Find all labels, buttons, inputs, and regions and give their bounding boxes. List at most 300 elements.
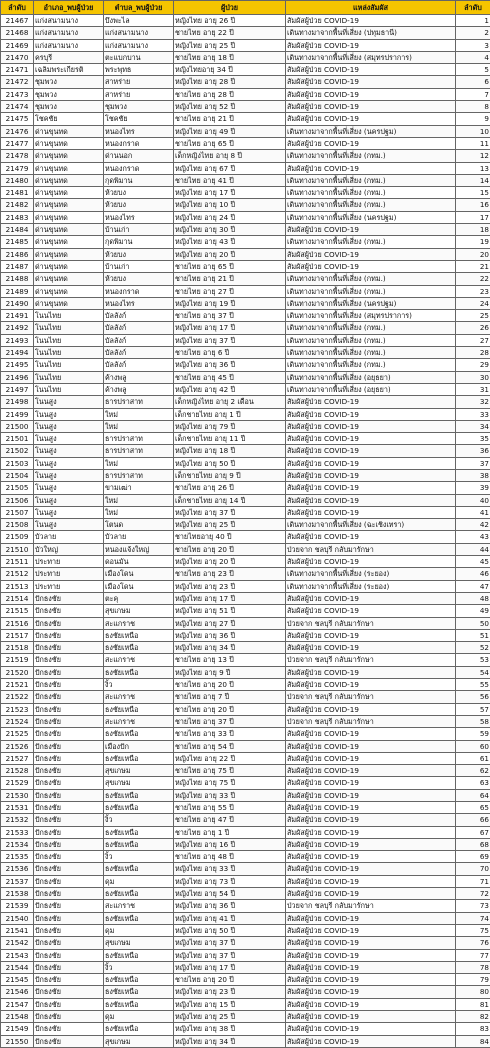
cell-district: ปักธงชัย — [34, 888, 104, 900]
table-row — [1, 137, 490, 149]
cell-district: แก่งสนามนาง — [34, 27, 104, 39]
cell-patient: หญิงไทย อายุ 79 ปี — [174, 420, 286, 432]
cell-exposure-source: สัมผัสผู้ป่วย COVID-19 — [286, 974, 456, 986]
cell-order: 69 — [456, 851, 490, 863]
cell-seq: 21507 — [1, 506, 34, 518]
table-row — [1, 666, 490, 678]
cell-subdistrict: บัลลังก์ — [104, 359, 174, 371]
cell-seq: 21530 — [1, 789, 34, 801]
cell-seq: 21498 — [1, 396, 34, 408]
cell-order: 1 — [456, 15, 490, 27]
cell-patient: ชายไทย อายุ 65 ปี — [174, 260, 286, 272]
cell-order: 2 — [456, 27, 490, 39]
cell-subdistrict: สุขเกษม — [104, 777, 174, 789]
cell-patient: หญิงไทย อายุ 43 ปี — [174, 236, 286, 248]
cell-district: ปักธงชัย — [34, 863, 104, 875]
cell-order: 81 — [456, 998, 490, 1010]
cell-district: ด่านขุนทด — [34, 187, 104, 199]
table-row — [1, 76, 490, 88]
cell-district: ปักธงชัย — [34, 629, 104, 641]
cell-subdistrict: หนองไทร — [104, 125, 174, 137]
cell-district: ด่านขุนทด — [34, 297, 104, 309]
cell-patient: เด็กหญิงไทย อายุ 2 เดือน — [174, 396, 286, 408]
cell-patient: หญิงไทย อายุ 25 ปี — [174, 1011, 286, 1023]
cell-subdistrict: ใหม่ — [104, 494, 174, 506]
cell-district: ปักธงชัย — [34, 1023, 104, 1035]
cell-order: 50 — [456, 617, 490, 629]
cell-seq: 21506 — [1, 494, 34, 506]
cell-exposure-source: สัมผัสผู้ป่วย COVID-19 — [286, 260, 456, 272]
cell-exposure-source: เดินทางมาจากพื้นที่เสี่ยง (ระยอง) — [286, 568, 456, 580]
cell-seq: 21477 — [1, 137, 34, 149]
cell-subdistrict: ขามเฒ่า — [104, 482, 174, 494]
table-row — [1, 457, 490, 469]
cell-subdistrict: ธารปราสาท — [104, 445, 174, 457]
cell-district: ปักธงชัย — [34, 728, 104, 740]
cell-patient: หญิงไทย อายุ 33 ปี — [174, 789, 286, 801]
cell-exposure-source: สัมผัสผู้ป่วย COVID-19 — [286, 765, 456, 777]
table-row — [1, 715, 490, 727]
cell-district: โนนสูง — [34, 506, 104, 518]
table-row — [1, 888, 490, 900]
cell-patient: หญิงไทย อายุ 52 ปี — [174, 101, 286, 113]
cell-seq: 21518 — [1, 642, 34, 654]
cell-district: โนนสูง — [34, 482, 104, 494]
cell-order: 11 — [456, 137, 490, 149]
table-row — [1, 494, 490, 506]
cell-seq: 21521 — [1, 679, 34, 691]
cell-order: 58 — [456, 715, 490, 727]
cell-subdistrict: ดอนมัน — [104, 556, 174, 568]
cell-order: 21 — [456, 260, 490, 272]
cell-district: โนนไทย — [34, 310, 104, 322]
cell-order: 73 — [456, 900, 490, 912]
table-row — [1, 39, 490, 51]
cell-subdistrict: ห้วยบง — [104, 248, 174, 260]
cell-district: ด่านขุนทด — [34, 174, 104, 186]
cell-district: ปักธงชัย — [34, 752, 104, 764]
cell-seq: 21505 — [1, 482, 34, 494]
table-row — [1, 543, 490, 555]
cell-district: ด่านขุนทด — [34, 273, 104, 285]
cell-district: ปักธงชัย — [34, 1035, 104, 1047]
cell-exposure-source: เดินทางมาจากพื้นที่เสี่ยง (สมุทรปราการ) — [286, 51, 456, 63]
table-row — [1, 826, 490, 838]
cell-exposure-source: สัมผัสผู้ป่วย COVID-19 — [286, 531, 456, 543]
cell-patient: หญิงไทย อายุ 16 ปี — [174, 838, 286, 850]
cell-patient: หญิงไทย อายุ 27 ปี — [174, 617, 286, 629]
cell-exposure-source: เดินทางมาจากพื้นที่เสี่ยง (ฉะเชิงเทรา) — [286, 519, 456, 531]
cell-seq: 21533 — [1, 826, 34, 838]
cell-exposure-source: สัมผัสผู้ป่วย COVID-19 — [286, 64, 456, 76]
cell-subdistrict: ธงชัยเหนือ — [104, 1023, 174, 1035]
cell-district: ด่านขุนทด — [34, 199, 104, 211]
table-row — [1, 629, 490, 641]
cell-order: 54 — [456, 666, 490, 678]
cell-seq: 21534 — [1, 838, 34, 850]
cell-district: ชุมพวง — [34, 101, 104, 113]
cell-order: 51 — [456, 629, 490, 641]
table-row — [1, 703, 490, 715]
cell-subdistrict: ห้วยบง — [104, 187, 174, 199]
cell-patient: หญิงไทย อายุ 34 ปี — [174, 1035, 286, 1047]
cell-district: ปักธงชัย — [34, 642, 104, 654]
table-row — [1, 900, 490, 912]
cell-subdistrict: เมืองโดน — [104, 568, 174, 580]
cell-district: ด่านขุนทด — [34, 285, 104, 297]
cell-district: โนนไทย — [34, 371, 104, 383]
table-row — [1, 519, 490, 531]
table-row — [1, 851, 490, 863]
cell-exposure-source: สัมผัสผู้ป่วย COVID-19 — [286, 1035, 456, 1047]
cell-subdistrict: ธงชัยเหนือ — [104, 838, 174, 850]
cell-patient: ชายไทย อายุ 20 ปี — [174, 679, 286, 691]
table-row — [1, 88, 490, 100]
cell-subdistrict: ธารปราสาท — [104, 433, 174, 445]
cell-patient: ชายไทย อายุ 21 ปี — [174, 273, 286, 285]
table-row — [1, 420, 490, 432]
cell-exposure-source: ป่วยจาก ชลบุรี กลับมารักษา — [286, 617, 456, 629]
cell-subdistrict: สะแกราช — [104, 691, 174, 703]
cell-exposure-source: สัมผัสผู้ป่วย COVID-19 — [286, 592, 456, 604]
cell-seq: 21490 — [1, 297, 34, 309]
cell-exposure-source: สัมผัสผู้ป่วย COVID-19 — [286, 457, 456, 469]
cell-district: ปักธงชัย — [34, 654, 104, 666]
cell-seq: 21504 — [1, 469, 34, 481]
cell-subdistrict: ธงชัยเหนือ — [104, 642, 174, 654]
cell-district: ปักธงชัย — [34, 740, 104, 752]
cell-district: ชุมพวง — [34, 88, 104, 100]
cell-order: 47 — [456, 580, 490, 592]
table-row — [1, 113, 490, 125]
cell-subdistrict: บ้านเก่า — [104, 224, 174, 236]
table-row — [1, 863, 490, 875]
cell-district: ด่านขุนทด — [34, 137, 104, 149]
cell-subdistrict: ธงชัยเหนือ — [104, 752, 174, 764]
cell-district: ประทาย — [34, 568, 104, 580]
cell-order: 28 — [456, 347, 490, 359]
cell-order: 23 — [456, 285, 490, 297]
cell-district: โนนไทย — [34, 359, 104, 371]
cell-patient: หญิงไทย อายุ 50 ปี — [174, 924, 286, 936]
cell-patient: ชายไทย อายุ 26 ปี — [174, 482, 286, 494]
cell-subdistrict: บัลลังก์ — [104, 334, 174, 346]
cell-order: 82 — [456, 1011, 490, 1023]
cell-seq: 21473 — [1, 88, 34, 100]
cell-seq: 21526 — [1, 740, 34, 752]
cell-order: 44 — [456, 543, 490, 555]
cell-order: 4 — [456, 51, 490, 63]
cell-district: โนนสูง — [34, 469, 104, 481]
cell-seq: 21497 — [1, 383, 34, 395]
table-row — [1, 912, 490, 924]
cell-patient: หญิงไทย อายุ 33 ปี — [174, 863, 286, 875]
table-row — [1, 236, 490, 248]
cell-subdistrict: แก่งสนามนาง — [104, 27, 174, 39]
cell-patient: หญิงไทย อายุ 36 ปี — [174, 629, 286, 641]
cell-order: 52 — [456, 642, 490, 654]
cell-seq: 21542 — [1, 937, 34, 949]
table-row — [1, 150, 490, 162]
cell-district: ด่านขุนทด — [34, 248, 104, 260]
cell-district: ปักธงชัย — [34, 974, 104, 986]
cell-order: 45 — [456, 556, 490, 568]
cell-district: ปักธงชัย — [34, 789, 104, 801]
cell-seq: 21512 — [1, 568, 34, 580]
cell-subdistrict: บัลลังก์ — [104, 347, 174, 359]
cell-order: 25 — [456, 310, 490, 322]
header-seq: ลำดับ — [1, 1, 34, 15]
cell-exposure-source: เดินทางมาจากพื้นที่เสี่ยง (กทม.) — [286, 359, 456, 371]
cell-seq: 21535 — [1, 851, 34, 863]
cell-seq: 21511 — [1, 556, 34, 568]
cell-subdistrict: สะแกราช — [104, 654, 174, 666]
cell-seq: 21495 — [1, 359, 34, 371]
table-row — [1, 642, 490, 654]
table-row — [1, 482, 490, 494]
cell-patient: หญิงไทย อายุ 20 ปี — [174, 556, 286, 568]
cell-seq: 21515 — [1, 605, 34, 617]
cell-subdistrict: ธงชัยเหนือ — [104, 703, 174, 715]
cell-order: 39 — [456, 482, 490, 494]
cell-order: 12 — [456, 150, 490, 162]
cell-exposure-source: สัมผัสผู้ป่วย COVID-19 — [286, 961, 456, 973]
cell-order: 84 — [456, 1035, 490, 1047]
cell-district: ปักธงชัย — [34, 875, 104, 887]
cell-exposure-source: สัมผัสผู้ป่วย COVID-19 — [286, 703, 456, 715]
cell-seq: 21480 — [1, 174, 34, 186]
cell-subdistrict: สุขเกษม — [104, 765, 174, 777]
cell-seq: 21532 — [1, 814, 34, 826]
table-row — [1, 937, 490, 949]
cell-exposure-source: สัมผัสผู้ป่วย COVID-19 — [286, 826, 456, 838]
cell-patient: หญิงไทย อายุ 41 ปี — [174, 912, 286, 924]
cell-district: บัวลาย — [34, 531, 104, 543]
table-row — [1, 765, 490, 777]
cell-patient: หญิงไทย อายุ 24 ปี — [174, 211, 286, 223]
cell-order: 41 — [456, 506, 490, 518]
cell-order: 80 — [456, 986, 490, 998]
table-row — [1, 396, 490, 408]
cell-district: แก่งสนามนาง — [34, 39, 104, 51]
cell-order: 15 — [456, 187, 490, 199]
cell-subdistrict: หนองไทร — [104, 211, 174, 223]
table-row — [1, 580, 490, 592]
cell-order: 56 — [456, 691, 490, 703]
cell-exposure-source: สัมผัสผู้ป่วย COVID-19 — [286, 924, 456, 936]
cell-subdistrict: ตะคุ — [104, 592, 174, 604]
table-row — [1, 1023, 490, 1035]
table-row — [1, 64, 490, 76]
cell-patient: ชายไทย อายุ 20 ปี — [174, 703, 286, 715]
cell-subdistrict: แก่งสนามนาง — [104, 39, 174, 51]
cell-patient: ชายไทย อายุ 45 ปี — [174, 371, 286, 383]
cell-exposure-source: สัมผัสผู้ป่วย COVID-19 — [286, 137, 456, 149]
cell-subdistrict: ใหม่ — [104, 506, 174, 518]
cell-seq: 21492 — [1, 322, 34, 334]
cell-subdistrict: เมืองปัก — [104, 740, 174, 752]
table-row — [1, 998, 490, 1010]
cell-seq: 21471 — [1, 64, 34, 76]
cell-subdistrict: สาหร่าย — [104, 88, 174, 100]
cell-seq: 21482 — [1, 199, 34, 211]
cell-subdistrict: ดุม — [104, 924, 174, 936]
cell-exposure-source: สัมผัสผู้ป่วย COVID-19 — [286, 482, 456, 494]
cell-seq: 21544 — [1, 961, 34, 973]
cell-order: 62 — [456, 765, 490, 777]
cell-order: 61 — [456, 752, 490, 764]
cell-order: 3 — [456, 39, 490, 51]
cell-seq: 21509 — [1, 531, 34, 543]
cell-seq: 21540 — [1, 912, 34, 924]
cell-order: 49 — [456, 605, 490, 617]
cell-seq: 21537 — [1, 875, 34, 887]
cell-subdistrict: งิ้ว — [104, 814, 174, 826]
table-row — [1, 592, 490, 604]
table-row — [1, 285, 490, 297]
cell-order: 75 — [456, 924, 490, 936]
cell-exposure-source: สัมผัสผู้ป่วย COVID-19 — [286, 1011, 456, 1023]
cell-order: 27 — [456, 334, 490, 346]
cell-exposure-source: สัมผัสผู้ป่วย COVID-19 — [286, 162, 456, 174]
cell-order: 34 — [456, 420, 490, 432]
cell-district: โนนสูง — [34, 445, 104, 457]
cell-patient: ชายไทย อายุ 13 ปี — [174, 654, 286, 666]
cell-patient: ชายไทย อายุ 18 ปี — [174, 51, 286, 63]
cell-patient: หญิงไทย อายุ 42 ปี — [174, 383, 286, 395]
cell-seq: 21549 — [1, 1023, 34, 1035]
header-subdistrict: ตำบล_พบผู้ป่วย — [104, 1, 174, 15]
cell-patient: หญิงไทย อายุ 25 ปี — [174, 39, 286, 51]
cell-patient: ชายไทย อายุ 65 ปี — [174, 137, 286, 149]
cell-subdistrict: ดุม — [104, 875, 174, 887]
cell-order: 17 — [456, 211, 490, 223]
cell-patient: ชายไทย อายุ 37 ปี — [174, 310, 286, 322]
cell-subdistrict: พระพุทธ — [104, 64, 174, 76]
cell-district: ปักธงชัย — [34, 802, 104, 814]
cell-subdistrict: ธงชัยเหนือ — [104, 912, 174, 924]
table-row — [1, 101, 490, 113]
cell-district: โนนสูง — [34, 494, 104, 506]
cell-exposure-source: สัมผัสผู้ป่วย COVID-19 — [286, 605, 456, 617]
cell-order: 33 — [456, 408, 490, 420]
table-row — [1, 679, 490, 691]
cell-exposure-source: สัมผัสผู้ป่วย COVID-19 — [286, 912, 456, 924]
cell-patient: ชายไทย อายุ 28 ปี — [174, 88, 286, 100]
cell-exposure-source: เดินทางมาจากพื้นที่เสี่ยง (นครปฐม) — [286, 211, 456, 223]
cell-district: ปักธงชัย — [34, 838, 104, 850]
header-order: ลำดับ — [456, 1, 490, 15]
cell-patient: ชายไทย อายุ 33 ปี — [174, 728, 286, 740]
cell-district: โนนสูง — [34, 396, 104, 408]
cell-seq: 21508 — [1, 519, 34, 531]
cell-order: 20 — [456, 248, 490, 260]
cell-seq: 21474 — [1, 101, 34, 113]
cell-seq: 21520 — [1, 666, 34, 678]
cell-exposure-source: สัมผัสผู้ป่วย COVID-19 — [286, 469, 456, 481]
header-exposure-source: แหล่งสัมผัส — [286, 1, 456, 15]
cell-patient: หญิงไทย อายุ 75 ปี — [174, 777, 286, 789]
cell-exposure-source: ป่วยจาก ชลบุรี กลับมารักษา — [286, 900, 456, 912]
cell-order: 78 — [456, 961, 490, 973]
cell-patient: หญิงไทย อายุ 36 ปี — [174, 900, 286, 912]
cell-subdistrict: ใหม่ — [104, 420, 174, 432]
cell-subdistrict: ดุม — [104, 1011, 174, 1023]
table-row — [1, 347, 490, 359]
cell-order: 68 — [456, 838, 490, 850]
cell-order: 7 — [456, 88, 490, 100]
table-row — [1, 752, 490, 764]
cell-district: โนนไทย — [34, 347, 104, 359]
cell-subdistrict: สุขเกษม — [104, 605, 174, 617]
cell-district: ปักธงชัย — [34, 703, 104, 715]
cell-exposure-source: สัมผัสผู้ป่วย COVID-19 — [286, 679, 456, 691]
cell-district: ปักธงชัย — [34, 777, 104, 789]
cell-subdistrict: ใหม่ — [104, 457, 174, 469]
cell-subdistrict: ธารปราสาท — [104, 469, 174, 481]
cell-subdistrict: ธงชัยเหนือ — [104, 728, 174, 740]
cell-subdistrict: ธงชัยเหนือ — [104, 666, 174, 678]
cell-exposure-source: สัมผัสผู้ป่วย COVID-19 — [286, 248, 456, 260]
cell-patient: หญิงไทย อายุ 17 ปี — [174, 187, 286, 199]
cell-exposure-source: เดินทางมาจากพื้นที่เสี่ยง (อยุธยา) — [286, 383, 456, 395]
cell-seq: 21470 — [1, 51, 34, 63]
header-patient: ผู้ป่วย — [174, 1, 286, 15]
cell-patient: หญิงไทย อายุ 50 ปี — [174, 457, 286, 469]
cell-order: 26 — [456, 322, 490, 334]
cell-order: 77 — [456, 949, 490, 961]
cell-exposure-source: สัมผัสผู้ป่วย COVID-19 — [286, 556, 456, 568]
cell-exposure-source: สัมผัสผู้ป่วย COVID-19 — [286, 113, 456, 125]
cell-seq: 21522 — [1, 691, 34, 703]
cell-order: 36 — [456, 445, 490, 457]
cell-seq: 21491 — [1, 310, 34, 322]
cell-patient: หญิงไทย อายุ 23 ปี — [174, 986, 286, 998]
cell-exposure-source: สัมผัสผู้ป่วย COVID-19 — [286, 986, 456, 998]
cell-district: ปักธงชัย — [34, 937, 104, 949]
cell-subdistrict: บัลลังก์ — [104, 310, 174, 322]
cell-exposure-source: เดินทางมาจากพื้นที่เสี่ยง (ปทุมธานี) — [286, 27, 456, 39]
cell-patient: เด็กชายไทย อายุ 9 ปี — [174, 469, 286, 481]
cell-seq: 21510 — [1, 543, 34, 555]
cell-seq: 21478 — [1, 150, 34, 162]
cell-seq: 21527 — [1, 752, 34, 764]
cell-exposure-source: สัมผัสผู้ป่วย COVID-19 — [286, 752, 456, 764]
cell-patient: ชายไทยอายุ 40 ปี — [174, 531, 286, 543]
cell-order: 14 — [456, 174, 490, 186]
cell-district: โนนสูง — [34, 420, 104, 432]
cell-subdistrict: โตนด — [104, 519, 174, 531]
cell-patient: หญิงไทย อายุ 51 ปี — [174, 605, 286, 617]
cell-patient: ชายไทย อายุ 21 ปี — [174, 113, 286, 125]
cell-patient: หญิงไทย อายุ 17 ปี — [174, 961, 286, 973]
cell-exposure-source: ป่วยจาก ชลบุรี กลับมารักษา — [286, 691, 456, 703]
cell-exposure-source: เดินทางมาจากพื้นที่เสี่ยง (กทม.) — [286, 236, 456, 248]
cell-exposure-source: เดินทางมาจากพื้นที่เสี่ยง (นครปฐม) — [286, 125, 456, 137]
cell-exposure-source: สัมผัสผู้ป่วย COVID-19 — [286, 937, 456, 949]
cell-subdistrict: บัวลาย — [104, 531, 174, 543]
cell-seq: 21543 — [1, 949, 34, 961]
table-row — [1, 199, 490, 211]
table-row — [1, 654, 490, 666]
cell-district: ปักธงชัย — [34, 592, 104, 604]
cell-exposure-source: เดินทางมาจากพื้นที่เสี่ยง (สมุทรปราการ) — [286, 310, 456, 322]
cell-district: ปักธงชัย — [34, 715, 104, 727]
cell-district: ประทาย — [34, 556, 104, 568]
table-row — [1, 211, 490, 223]
cell-patient: เด็กหญิงไทย อายุ 8 ปี — [174, 150, 286, 162]
cell-exposure-source: สัมผัสผู้ป่วย COVID-19 — [286, 506, 456, 518]
